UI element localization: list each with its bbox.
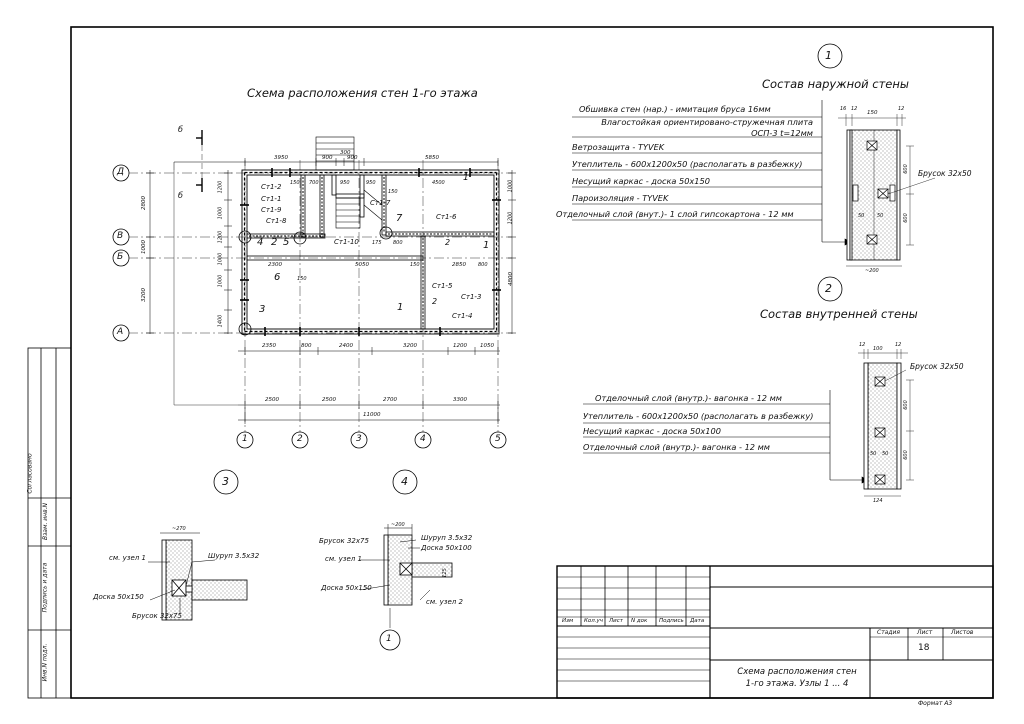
ext-wall-title: Состав наружной стены xyxy=(762,77,909,91)
ext-dim-600a: 600 xyxy=(902,164,909,174)
ext-node-number: 1 xyxy=(825,49,832,62)
stamp-replace-inv: Взам. инв.N xyxy=(42,502,50,541)
ext-dim-150: 150 xyxy=(867,110,878,116)
ext-dim-12b: 12 xyxy=(898,106,905,112)
int-dim-50a: 50 xyxy=(870,451,877,457)
node4-label-1: Брусок 32х75 xyxy=(319,537,369,545)
format-label: Формат А3 xyxy=(918,700,953,707)
plan-title: Схема расположения стен 1-го этажа xyxy=(247,86,478,100)
ext-dim-16: 16 xyxy=(840,106,847,112)
dim-bot-3: 2400 xyxy=(339,343,353,349)
int-dim-100: 100 xyxy=(873,346,883,352)
tb-title: Схема расположения стен 1-го этажа. Узлы 1 ... 4 xyxy=(737,667,857,689)
axis-number-1: 1 xyxy=(242,434,248,444)
dim-inner-12: 5050 xyxy=(355,262,369,268)
section-label-bottom: б xyxy=(178,191,183,200)
tb-col-date: Дата xyxy=(690,618,705,624)
plan-ref-5: 5 xyxy=(283,237,290,248)
wall-label-st1-9: Ст1-9 xyxy=(261,206,282,214)
dim-bot-6: 1050 xyxy=(480,343,494,349)
tb-sheet-number: 18 xyxy=(918,643,930,653)
dim-left-4: 1000 xyxy=(217,252,224,266)
int-layer-3: Несущий каркас - доска 50х100 xyxy=(583,426,721,436)
wall-label-st1-6: Ст1-6 xyxy=(436,213,457,221)
dim-bot-1: 2350 xyxy=(262,343,276,349)
node4-label-5: Доска 50х150 xyxy=(321,584,372,592)
axis-number-3: 3 xyxy=(356,434,362,444)
ext-layer-1: Обшивка стен (нар.) - имитация бруса 16мм xyxy=(579,104,771,114)
ext-layer-4: Утеплитель - 600х1200х50 (располагать в разбежку) xyxy=(572,159,803,169)
dim-right-1: 1000 xyxy=(507,179,514,193)
node4-ref: 1 xyxy=(386,634,392,644)
node4-dim-200: ~200 xyxy=(391,522,405,528)
dim-inner-5: 150 xyxy=(388,189,398,195)
node-3-detail xyxy=(148,470,247,620)
axis-number-5: 5 xyxy=(495,434,501,444)
node4-number: 4 xyxy=(401,475,408,488)
dim-bot-5: 1200 xyxy=(453,343,467,349)
dim-left-5: 1000 xyxy=(217,274,224,288)
int-wall-title: Состав внутренней стены xyxy=(760,307,918,321)
plan-ref-2c: 2 xyxy=(271,237,278,248)
ext-layer-2: Влагостойкая ориентировано-стружечная плита ОСП-3 t=12мм xyxy=(601,117,813,138)
int-dim-12a: 12 xyxy=(859,342,866,348)
node3-number: 3 xyxy=(222,475,229,488)
plan-ref-1a: 1 xyxy=(463,173,469,183)
side-stamp xyxy=(28,348,71,698)
ext-layer-5: Несущий каркас - доска 50х150 xyxy=(572,176,710,186)
plan-ref-2a: 2 xyxy=(445,238,451,247)
dim-inner-2: 700 xyxy=(309,180,319,186)
node4-dim-125: 125 xyxy=(441,568,448,578)
wall-label-st1-1: Ст1-1 xyxy=(261,195,282,203)
dim-bot-4: 3200 xyxy=(403,343,417,349)
node4-label-2: Шуруп 3.5х32 xyxy=(421,534,473,542)
node3-label-1: см. узел 1 xyxy=(109,554,146,562)
ext-dim-50a: 50 xyxy=(858,213,865,219)
node-4-detail xyxy=(360,470,452,650)
dim-bot2-4: 3300 xyxy=(453,397,467,403)
ext-bar-label: Брусок 32х50 xyxy=(918,169,972,178)
wall-label-st1-2: Ст1-2 xyxy=(261,183,282,191)
int-layer-2: Утеплитель - 600х1200х50 (располагать в разбежку) xyxy=(583,411,814,421)
int-dim-12b: 12 xyxy=(895,342,902,348)
dim-left-3: 1200 xyxy=(217,230,224,244)
ext-dim-600b: 600 xyxy=(902,213,909,223)
wall-label-st1-7: Ст1-7 xyxy=(370,199,391,207)
dim-inner-9: 175 xyxy=(372,240,382,246)
node3-label-2: Шуруп 3.5х32 xyxy=(208,552,260,560)
tb-stage: Стадия xyxy=(877,629,901,636)
plan-ref-1b: 1 xyxy=(483,240,490,251)
ext-layer-3: Ветрозащита - TYVEK xyxy=(572,142,665,152)
node3-label-3: Доска 50х150 xyxy=(93,593,144,601)
ext-dim-200: ~200 xyxy=(865,268,879,274)
tb-col-kol: Кол.уч xyxy=(584,618,604,624)
wall-label-st1-4: Ст1-4 xyxy=(452,312,473,320)
dim-left-1: 1200 xyxy=(217,180,224,194)
node4-label-6: см. узел 2 xyxy=(426,598,463,606)
dim-bot-2: 800 xyxy=(301,343,312,349)
ext-dim-50b: 50 xyxy=(877,213,884,219)
dim-total: 11000 xyxy=(363,412,381,418)
interior-wall-section xyxy=(583,349,914,496)
int-bar-label: Брусок 32х50 xyxy=(910,362,964,371)
stamp-sign-date: Подпись и дата xyxy=(41,562,49,613)
node3-label-4: Брусок 32х75 xyxy=(132,612,182,620)
int-dim-50b: 50 xyxy=(882,451,889,457)
dim-left-6: 1400 xyxy=(217,314,224,328)
plan-ref-7: 7 xyxy=(396,213,403,224)
int-dim-600a: 600 xyxy=(902,400,909,410)
dim-left-outer-2: 1000 xyxy=(141,240,147,254)
dim-bot2-3: 2700 xyxy=(383,397,397,403)
node3-dim: ~270 xyxy=(172,526,186,532)
plan-ref-6: 6 xyxy=(274,272,281,283)
int-layer-4: Отделочный слой (внутр.)- вагонка - 12 мм xyxy=(583,442,770,452)
plan-ref-4: 4 xyxy=(257,237,264,248)
tb-col-izm: Изм xyxy=(562,618,574,624)
dim-inner-7: 4500 xyxy=(432,180,445,186)
dim-right-4: 4800 xyxy=(508,272,514,286)
tb-sheet: Лист xyxy=(917,629,933,636)
int-dim-124: 124 xyxy=(873,498,883,504)
axis-letter-d: Д xyxy=(117,167,125,177)
tb-col-sign: Подпись xyxy=(659,618,684,624)
axis-number-2: 2 xyxy=(297,434,303,444)
node4-label-4: см. узел 1 xyxy=(325,555,362,563)
dim-right-2: 1200 xyxy=(507,211,514,225)
ext-dim-12a: 12 xyxy=(851,106,858,112)
ext-layer-6: Пароизоляция - TYVEK xyxy=(572,193,669,203)
wall-label-st1-3: Ст1-3 xyxy=(461,293,482,301)
node4-label-3: Доска 50х100 xyxy=(421,544,472,552)
plan-ref-1c: 1 xyxy=(397,302,404,313)
tb-col-list: Лист xyxy=(609,618,623,624)
stamp-agreed: Согласовано xyxy=(26,453,34,494)
axis-letter-v: В xyxy=(117,231,124,241)
dim-inner-10: 800 xyxy=(393,240,403,246)
dim-inner-14: 2850 xyxy=(452,262,466,268)
tb-col-ndoc: N док xyxy=(631,618,648,624)
dim-inner-15: 150 xyxy=(297,276,307,282)
plan-ref-3: 3 xyxy=(259,304,266,315)
dim-left-outer-1: 2800 xyxy=(141,196,147,210)
dim-top-1: 3950 xyxy=(274,155,288,161)
dim-right-3: 800 xyxy=(478,262,488,268)
tb-sheets: Листов xyxy=(951,629,974,636)
dim-inner-3: 950 xyxy=(340,180,350,186)
dim-left-2: 1000 xyxy=(217,206,224,220)
stamp-inv-orig: Инв.N подл. xyxy=(41,643,49,682)
wall-label-st1-10: Ст1-10 xyxy=(334,238,359,246)
dim-top-5: 5850 xyxy=(425,155,439,161)
axis-letter-b: Б xyxy=(117,252,124,262)
section-label-top: б xyxy=(178,125,183,134)
dim-inner-1: 150 xyxy=(290,180,300,186)
dim-top-4: 900 xyxy=(347,155,358,161)
int-dim-600b: 600 xyxy=(902,450,909,460)
dim-inner-4: 950 xyxy=(366,180,376,186)
dim-inner-11: 2300 xyxy=(268,262,282,268)
int-node-number: 2 xyxy=(825,282,832,295)
axis-number-4: 4 xyxy=(420,434,426,444)
plan-ref-2b: 2 xyxy=(432,297,438,306)
dim-top-2: 900 xyxy=(322,155,333,161)
int-layer-1: Отделочный слой (внутр.)- вагонка - 12 мм xyxy=(595,393,782,403)
ext-layer-7: Отделочный слой (внут.)- 1 слой гипсокартона - 12 мм xyxy=(556,209,794,219)
wall-label-st1-8: Ст1-8 xyxy=(266,217,287,225)
dim-inner-13: 150 xyxy=(410,262,420,268)
dim-left-outer-3: 3200 xyxy=(141,288,147,302)
wall-label-st1-5: Ст1-5 xyxy=(432,282,453,290)
axis-letter-a: А xyxy=(117,327,124,337)
dim-bot2-2: 2500 xyxy=(322,397,336,403)
dim-top-3: 300 xyxy=(340,150,351,156)
dim-bot2-1: 2500 xyxy=(265,397,279,403)
